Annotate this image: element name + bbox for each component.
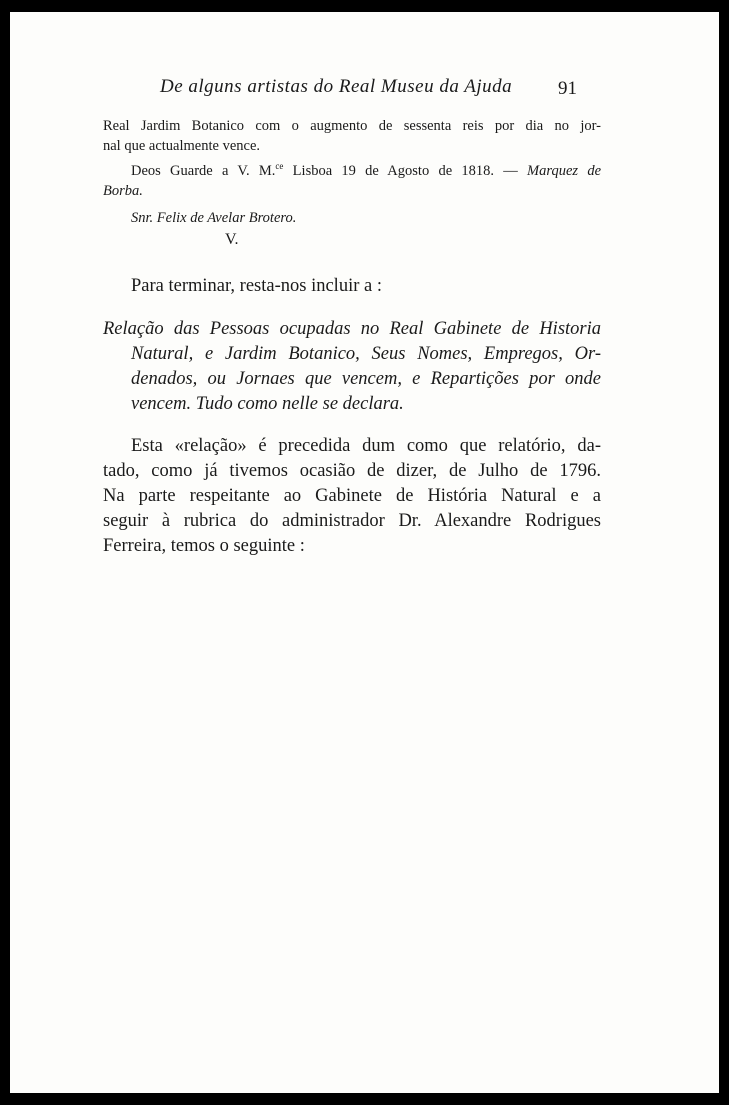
letter-text [103, 116, 601, 201]
signer-name: Marquez de [527, 163, 602, 179]
paragraph-line-1: Esta «relação» é precedida dum como que relatório, da- [131, 436, 601, 456]
signer-title: Borba. [103, 183, 143, 199]
letter-closing [103, 156, 601, 181]
letter-line-1: Real Jardim Botanico com o augmento de sessenta reis por dia no jor- [103, 118, 601, 134]
relacao-title [103, 317, 601, 417]
document-page [10, 12, 719, 1093]
page-number: 91 [558, 78, 577, 99]
closing-superscript: ce [275, 161, 284, 171]
initial: V. [225, 231, 239, 248]
running-title: De alguns artistas do Real Museu da Ajuda [160, 76, 513, 97]
paragraph-line-4: seguir à rubrica do administrador Dr. Alexandre Rodrigues [103, 511, 601, 531]
intro-sentence: Para terminar, resta-nos incluir a : [131, 276, 382, 296]
paragraph-line-2: tado, como já tivemos ocasião de dizer, de Julho de 1796. [103, 461, 601, 481]
letter-line-2: nal que actualmente vence. [103, 138, 261, 154]
title-line-2: Natural, e Jardim Botanico, Seus Nomes, Empregos, Or- [131, 344, 601, 364]
addressee: Snr. Felix de Avelar Brotero. [131, 210, 297, 226]
closing-text-a: Deos Guarde a V. M. [131, 163, 276, 179]
title-line-1: Relação das Pessoas ocupadas no Real Gabinete de Historia [103, 319, 601, 339]
body-paragraph [103, 434, 601, 559]
title-line-3: denados, ou Jornaes que vencem, e Repartições por onde [131, 369, 601, 389]
title-line-4: vencem. Tudo como nelle se declara. [131, 394, 404, 414]
paragraph-line-3: Na parte respeitante ao Gabinete de História Natural e a [103, 486, 601, 506]
closing-text-b: Lisboa 19 de Agosto de 1818. — [283, 163, 528, 179]
paragraph-line-5: Ferreira, temos o seguinte : [103, 536, 305, 556]
